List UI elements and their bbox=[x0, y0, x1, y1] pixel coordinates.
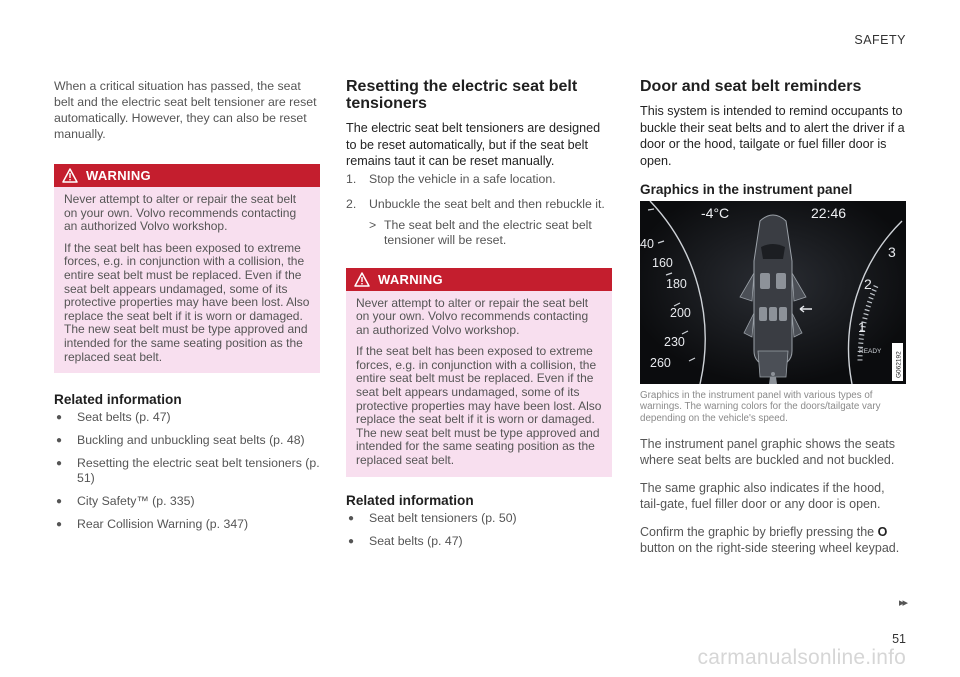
next-page-arrows-icon[interactable]: ▸▸ bbox=[898, 597, 906, 609]
related-link[interactable]: ● City Safety™ (p. 335) bbox=[56, 494, 195, 509]
related-information bbox=[346, 493, 612, 549]
svg-text:40: 40 bbox=[640, 237, 654, 251]
warning-text: Never attempt to alter or repair the seat belt on your own. Volvo recommends contacting an authorized Volvo workshop. bbox=[64, 192, 297, 234]
warning-title: WARNING bbox=[378, 271, 443, 287]
instrument-panel-image bbox=[640, 201, 906, 384]
steps-list bbox=[346, 172, 612, 212]
image-caption: Graphics in the instrument panel with various types of warnings. The warning colors for the doors/tailgate vary depending on the vehicle's speed. bbox=[640, 390, 881, 424]
related-title: Related information bbox=[346, 492, 474, 508]
lead-paragraph: The electric seat belt tensioners are designed to be reset automatically, but if the seat belt remains taut it can be reset manually. bbox=[346, 121, 601, 168]
related-information bbox=[54, 392, 320, 532]
warning-header bbox=[54, 164, 320, 187]
warning-text: Never attempt to alter or repair the seat belt on your own. Volvo recommends contacting an authorized Volvo workshop. bbox=[356, 295, 589, 337]
watermark: carmanualsonline.info bbox=[697, 646, 906, 669]
section-title: Door and seat belt reminders bbox=[640, 78, 862, 95]
ready-indicator: READY bbox=[859, 348, 882, 355]
step-result: > The seat belt and the electric seat belt tensioner will be reset. bbox=[369, 217, 592, 247]
intro-paragraph: When a critical situation has passed, the seat belt and the electric seat belt tensioner are reset automatically. However, they can also be reset manually. bbox=[54, 79, 317, 141]
body-paragraph: The same graphic also indicates if the hood, tail-gate, fuel filler door or any door is open. bbox=[640, 480, 885, 512]
column-left bbox=[54, 78, 320, 540]
steering-wheel-key-label: O bbox=[877, 524, 888, 539]
bullet-icon: ● bbox=[56, 519, 63, 531]
bullet-icon: ● bbox=[56, 435, 63, 447]
warning-body bbox=[54, 187, 320, 373]
related-link[interactable]: ● Resetting the electric seat belt tensioners (p. 51) bbox=[56, 456, 320, 486]
warning-body bbox=[346, 291, 612, 477]
section-header: SAFETY bbox=[854, 33, 906, 47]
related-list bbox=[54, 410, 320, 532]
instrument-cluster-graphic bbox=[640, 201, 906, 384]
bullet-icon: ● bbox=[56, 496, 63, 508]
related-list bbox=[346, 511, 612, 549]
warning-text: If the seat belt has been exposed to extreme forces, e.g. in conjunction with a collision, the entire seat belt must be replaced. Even if the seat belt appears undamaged, some of its protective properties may have been lost. Also replace the seat belt if it is worn or damaged. The new seat belt must be type approved and intended for the same seating position as the replaced seat belt. bbox=[356, 344, 602, 468]
svg-text:230: 230 bbox=[664, 335, 685, 349]
related-link[interactable]: ● Seat belts (p. 47) bbox=[56, 410, 171, 425]
svg-text:1: 1 bbox=[858, 319, 866, 335]
outside-temperature: -4°C bbox=[701, 205, 730, 221]
bullet-icon: ● bbox=[56, 412, 63, 424]
svg-text:260: 260 bbox=[650, 356, 671, 370]
page-number: 51 bbox=[892, 632, 906, 646]
warning-box bbox=[54, 164, 320, 373]
image-code: G062192 bbox=[895, 351, 903, 378]
svg-text:3: 3 bbox=[888, 244, 896, 260]
warning-triangle-icon bbox=[354, 272, 370, 287]
warning-box bbox=[346, 268, 612, 477]
warning-text: If the seat belt has been exposed to extreme forces, e.g. in conjunction with a collision, the entire seat belt must be replaced. Even if the seat belt appears undamaged, some of its protective properties may have been lost. Also replace the seat belt if it is worn or damaged. The new seat belt must be type approved and intended for the same seating position as the replaced seat belt. bbox=[64, 240, 310, 364]
svg-text:180: 180 bbox=[666, 277, 687, 291]
bullet-icon: ● bbox=[348, 535, 355, 547]
warning-title: WARNING bbox=[86, 168, 151, 183]
warning-header bbox=[346, 268, 612, 291]
warning-triangle-icon bbox=[62, 168, 78, 183]
subsection-title: Graphics in the instrument panel bbox=[640, 182, 853, 197]
column-right bbox=[640, 78, 906, 557]
column-middle bbox=[346, 78, 612, 557]
step-item: 1. Stop the vehicle in a safe location. bbox=[346, 171, 556, 186]
body-paragraph: The instrument panel graphic shows the seats where seat belts are buckled and not buckled. bbox=[640, 436, 895, 468]
related-link[interactable]: ● Rear Collision Warning (p. 347) bbox=[56, 517, 249, 532]
lead-paragraph: This system is intended to remind occupants to buckle their seat belts and to alert the driver if a door or the hood, tailgate or fuel filler door is open. bbox=[640, 104, 905, 168]
clock-time: 22:46 bbox=[811, 205, 847, 221]
svg-text:160: 160 bbox=[652, 256, 673, 270]
svg-text:2: 2 bbox=[864, 276, 872, 292]
related-link[interactable]: ● Buckling and unbuckling seat belts (p. 48) bbox=[56, 433, 305, 448]
svg-text:200: 200 bbox=[670, 306, 691, 320]
bullet-icon: ● bbox=[56, 458, 63, 470]
related-link[interactable]: ● Seat belt tensioners (p. 50) bbox=[348, 510, 517, 525]
related-link[interactable]: ● Seat belts (p. 47) bbox=[348, 533, 463, 548]
body-paragraph: Confirm the graphic by briefly pressing the O button on the right-side steering wheel keypad. bbox=[640, 524, 900, 556]
step-item: 2. Unbuckle the seat belt and then rebuckle it. bbox=[346, 196, 605, 211]
bullet-icon: ● bbox=[348, 512, 355, 524]
section-title: Resetting the electric seat belt tensioners bbox=[346, 78, 578, 112]
related-title: Related information bbox=[54, 392, 182, 408]
